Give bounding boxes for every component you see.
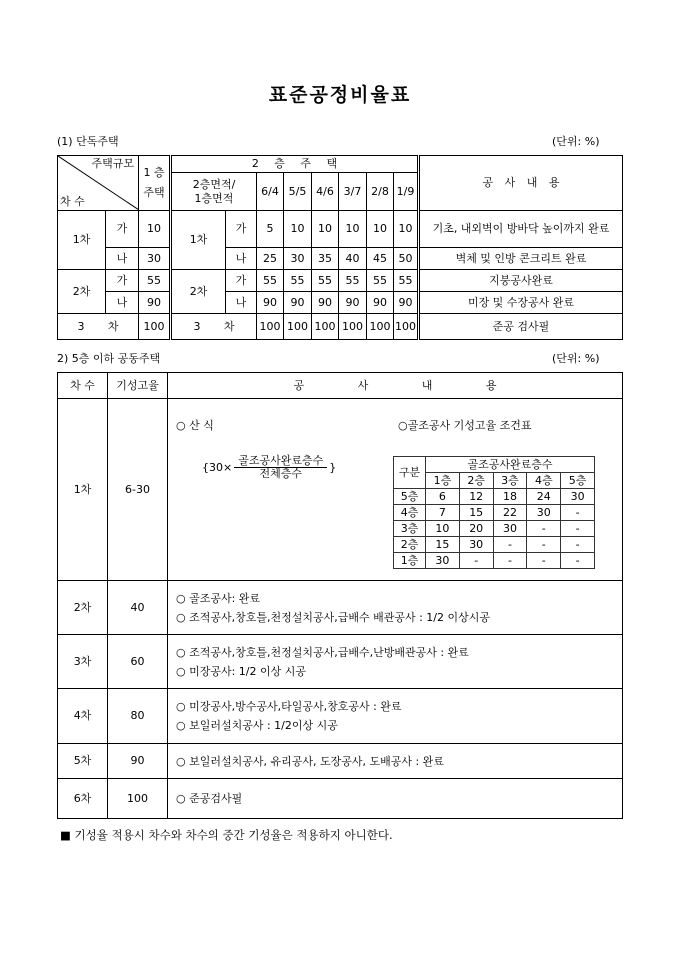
value: 10 — [367, 211, 394, 248]
ratio: 5/5 — [284, 173, 312, 211]
value: 55 — [367, 270, 394, 292]
value: 90 — [284, 292, 312, 314]
value: 100 — [284, 314, 312, 340]
stage-cell: 3 차 — [58, 314, 139, 340]
corner: 구분 — [394, 457, 426, 489]
stage-cell: 3 차 — [171, 314, 257, 340]
value: 100 — [339, 314, 367, 340]
content-item: ○ 보일러설치공사 : 1/2이상 시공 — [176, 719, 338, 732]
cond-value: 30 — [493, 521, 527, 537]
table-row — [58, 779, 623, 819]
value: 55 — [312, 270, 339, 292]
ratio: 2/8 — [367, 173, 394, 211]
sub-cell: 나 — [106, 292, 139, 314]
cond-value: 24 — [527, 489, 561, 505]
section2-title: 2) 5층 이하 공동주택 — [57, 352, 161, 365]
single-house-table — [57, 155, 623, 340]
header-stage: 차 수 — [60, 195, 85, 208]
stage-cell: 2차 — [58, 581, 108, 635]
value: 35 — [312, 248, 339, 270]
table-row — [58, 635, 623, 689]
one-story-value: 55 — [139, 270, 171, 292]
cond-value: - — [561, 505, 595, 521]
rate-cell: 6-30 — [108, 399, 168, 581]
value: 55 — [257, 270, 284, 292]
content-item: ○ 조적공사,창호틀,천정설치공사,급배수,난방배관공사 : 완료 — [176, 645, 469, 659]
cond-value: 30 — [527, 505, 561, 521]
stage-cell: 6차 — [58, 779, 108, 819]
content-cell: 지붕공사완료 — [419, 270, 623, 292]
sub-cell: 나 — [106, 248, 139, 270]
cond-value: 30 — [459, 537, 493, 553]
row-label: 2층 — [394, 537, 426, 553]
cond-value: 6 — [426, 489, 460, 505]
value: 90 — [339, 292, 367, 314]
cond-value: 30 — [426, 553, 460, 569]
one-story-value: 30 — [139, 248, 171, 270]
stage-cell: 4차 — [58, 689, 108, 744]
cond-value: - — [459, 553, 493, 569]
header-stage: 차 수 — [58, 373, 108, 399]
content-cell — [168, 744, 623, 779]
stage-cell: 1차 — [58, 399, 108, 581]
value: 10 — [339, 211, 367, 248]
formula-label: ○ 산 식 — [176, 419, 214, 432]
rate-cell: 100 — [108, 779, 168, 819]
table-row — [58, 211, 623, 248]
sub-cell: 가 — [226, 211, 257, 248]
content-cell: 기초, 내외벽이 방바닥 높이까지 완료 — [419, 211, 623, 248]
table-row — [58, 689, 623, 744]
cond-row — [394, 521, 595, 537]
cond-value: - — [527, 553, 561, 569]
table-row — [58, 581, 623, 635]
row-label: 3층 — [394, 521, 426, 537]
value: 45 — [367, 248, 394, 270]
row-label: 4층 — [394, 505, 426, 521]
formula — [202, 455, 336, 480]
value: 50 — [394, 248, 419, 270]
one-story-value: 100 — [139, 314, 171, 340]
stage-cell: 5차 — [58, 744, 108, 779]
value: 90 — [394, 292, 419, 314]
cond-value: - — [493, 537, 527, 553]
apartment-table — [57, 372, 623, 819]
cond-row — [394, 553, 595, 569]
header-ratio-label: 2층면적/ 1층면적 — [171, 173, 257, 211]
cond-value: - — [561, 537, 595, 553]
rate-cell: 90 — [108, 744, 168, 779]
denominator: 전체층수 — [259, 467, 302, 480]
content-item: ○ 준공검사필 — [176, 792, 243, 805]
content-cell — [168, 689, 623, 744]
rate-cell: 40 — [108, 581, 168, 635]
cond-row — [394, 489, 595, 505]
row-label: 5층 — [394, 489, 426, 505]
value: 5 — [257, 211, 284, 248]
numerator: 골조공사완료층수 — [234, 455, 327, 468]
content-cell — [168, 779, 623, 819]
sub-cell: 가 — [106, 270, 139, 292]
content-item: ○ 골조공사: 완료 — [176, 591, 261, 605]
formula-cell — [168, 399, 623, 581]
sub-cell: 나 — [226, 248, 257, 270]
content-item: ○ 보일러설치공사, 유리공사, 도장공사, 도배공사 : 완료 — [176, 754, 444, 768]
cond-header: 골조공사완료층수 — [426, 457, 595, 473]
stage-cell: 2차 — [171, 270, 226, 314]
cond-value: - — [527, 537, 561, 553]
page-title: 표준공정비율표 — [268, 84, 412, 106]
table-row — [58, 744, 623, 779]
cond-value: 7 — [426, 505, 460, 521]
value: 55 — [339, 270, 367, 292]
cond-value: - — [561, 521, 595, 537]
stage-cell: 1차 — [58, 211, 106, 270]
col-header: 2층 — [459, 473, 493, 489]
ratio: 3/7 — [339, 173, 367, 211]
value: 90 — [367, 292, 394, 314]
value: 10 — [312, 211, 339, 248]
table-row — [58, 399, 623, 581]
footnote: ■ 기성율 적용시 차수와 차수의 중간 기성율은 적용하지 아니한다. — [60, 828, 393, 842]
value: 55 — [394, 270, 419, 292]
section1-unit: (단위: %) — [552, 135, 600, 148]
header-two-story: 2 층 주 택 — [171, 156, 419, 173]
cond-row — [394, 505, 595, 521]
ratio: 1/9 — [394, 173, 419, 211]
content-cell: 준공 검사필 — [419, 314, 623, 340]
cond-value: - — [527, 521, 561, 537]
value: 10 — [394, 211, 419, 248]
condition-table — [393, 456, 595, 569]
col-header: 3층 — [493, 473, 527, 489]
condition-table-title: ○골조공사 기성고율 조건표 — [398, 419, 532, 432]
formula-suffix: } — [329, 460, 337, 474]
section1-title: (1) 단독주택 — [57, 135, 119, 148]
content-cell — [168, 581, 623, 635]
cond-row — [394, 537, 595, 553]
ratio: 6/4 — [257, 173, 284, 211]
cond-value: 30 — [561, 489, 595, 505]
cond-value: - — [493, 553, 527, 569]
value: 25 — [257, 248, 284, 270]
table-row — [58, 248, 623, 270]
table-row — [58, 270, 623, 292]
value: 100 — [367, 314, 394, 340]
value: 100 — [394, 314, 419, 340]
content-item: ○ 미장공사: 1/2 이상 시공 — [176, 664, 307, 678]
rate-cell: 60 — [108, 635, 168, 689]
content-cell: 벽체 및 인방 콘크리트 완료 — [419, 248, 623, 270]
value: 30 — [284, 248, 312, 270]
value: 40 — [339, 248, 367, 270]
cond-value: 15 — [459, 505, 493, 521]
section2-unit: (단위: %) — [552, 352, 600, 365]
stage-cell: 1차 — [171, 211, 226, 270]
stage-cell: 2차 — [58, 270, 106, 314]
cond-value: 22 — [493, 505, 527, 521]
cond-value: 12 — [459, 489, 493, 505]
one-story-value: 90 — [139, 292, 171, 314]
fraction — [234, 455, 327, 480]
header-one-story: 1 층 주택 — [139, 156, 171, 211]
cond-value: 10 — [426, 521, 460, 537]
table-row — [58, 292, 623, 314]
content-item: ○ 조적공사,창호틀,천정설치공사,급배수 배관공사 : 1/2 이상시공 — [176, 610, 491, 624]
value: 10 — [284, 211, 312, 248]
sub-cell: 나 — [226, 292, 257, 314]
content-cell: 미장 및 수장공사 완료 — [419, 292, 623, 314]
col-header: 5층 — [561, 473, 595, 489]
content-cell — [168, 635, 623, 689]
value: 90 — [312, 292, 339, 314]
value: 55 — [284, 270, 312, 292]
header-content: 공 사 내 용 — [419, 156, 623, 211]
cond-value: 20 — [459, 521, 493, 537]
value: 100 — [257, 314, 284, 340]
header-content: 공 사 내 용 — [168, 373, 623, 399]
value: 100 — [312, 314, 339, 340]
row-label: 1층 — [394, 553, 426, 569]
cond-value: 15 — [426, 537, 460, 553]
content-item: ○ 미장공사,방수공사,타일공사,창호공사 : 완료 — [176, 700, 402, 713]
one-story-value: 10 — [139, 211, 171, 248]
header-corner — [58, 156, 139, 211]
col-header: 4층 — [527, 473, 561, 489]
header-scale: 주택규모 — [91, 157, 134, 170]
header-rate: 기성고율 — [108, 373, 168, 399]
cond-value: 18 — [493, 489, 527, 505]
rate-cell: 80 — [108, 689, 168, 744]
formula-prefix: {30× — [202, 460, 233, 474]
cond-value: - — [561, 553, 595, 569]
value: 90 — [257, 292, 284, 314]
sub-cell: 가 — [106, 211, 139, 248]
sub-cell: 가 — [226, 270, 257, 292]
col-header: 1층 — [426, 473, 460, 489]
ratio: 4/6 — [312, 173, 339, 211]
stage-cell: 3차 — [58, 635, 108, 689]
table-row — [58, 314, 623, 340]
